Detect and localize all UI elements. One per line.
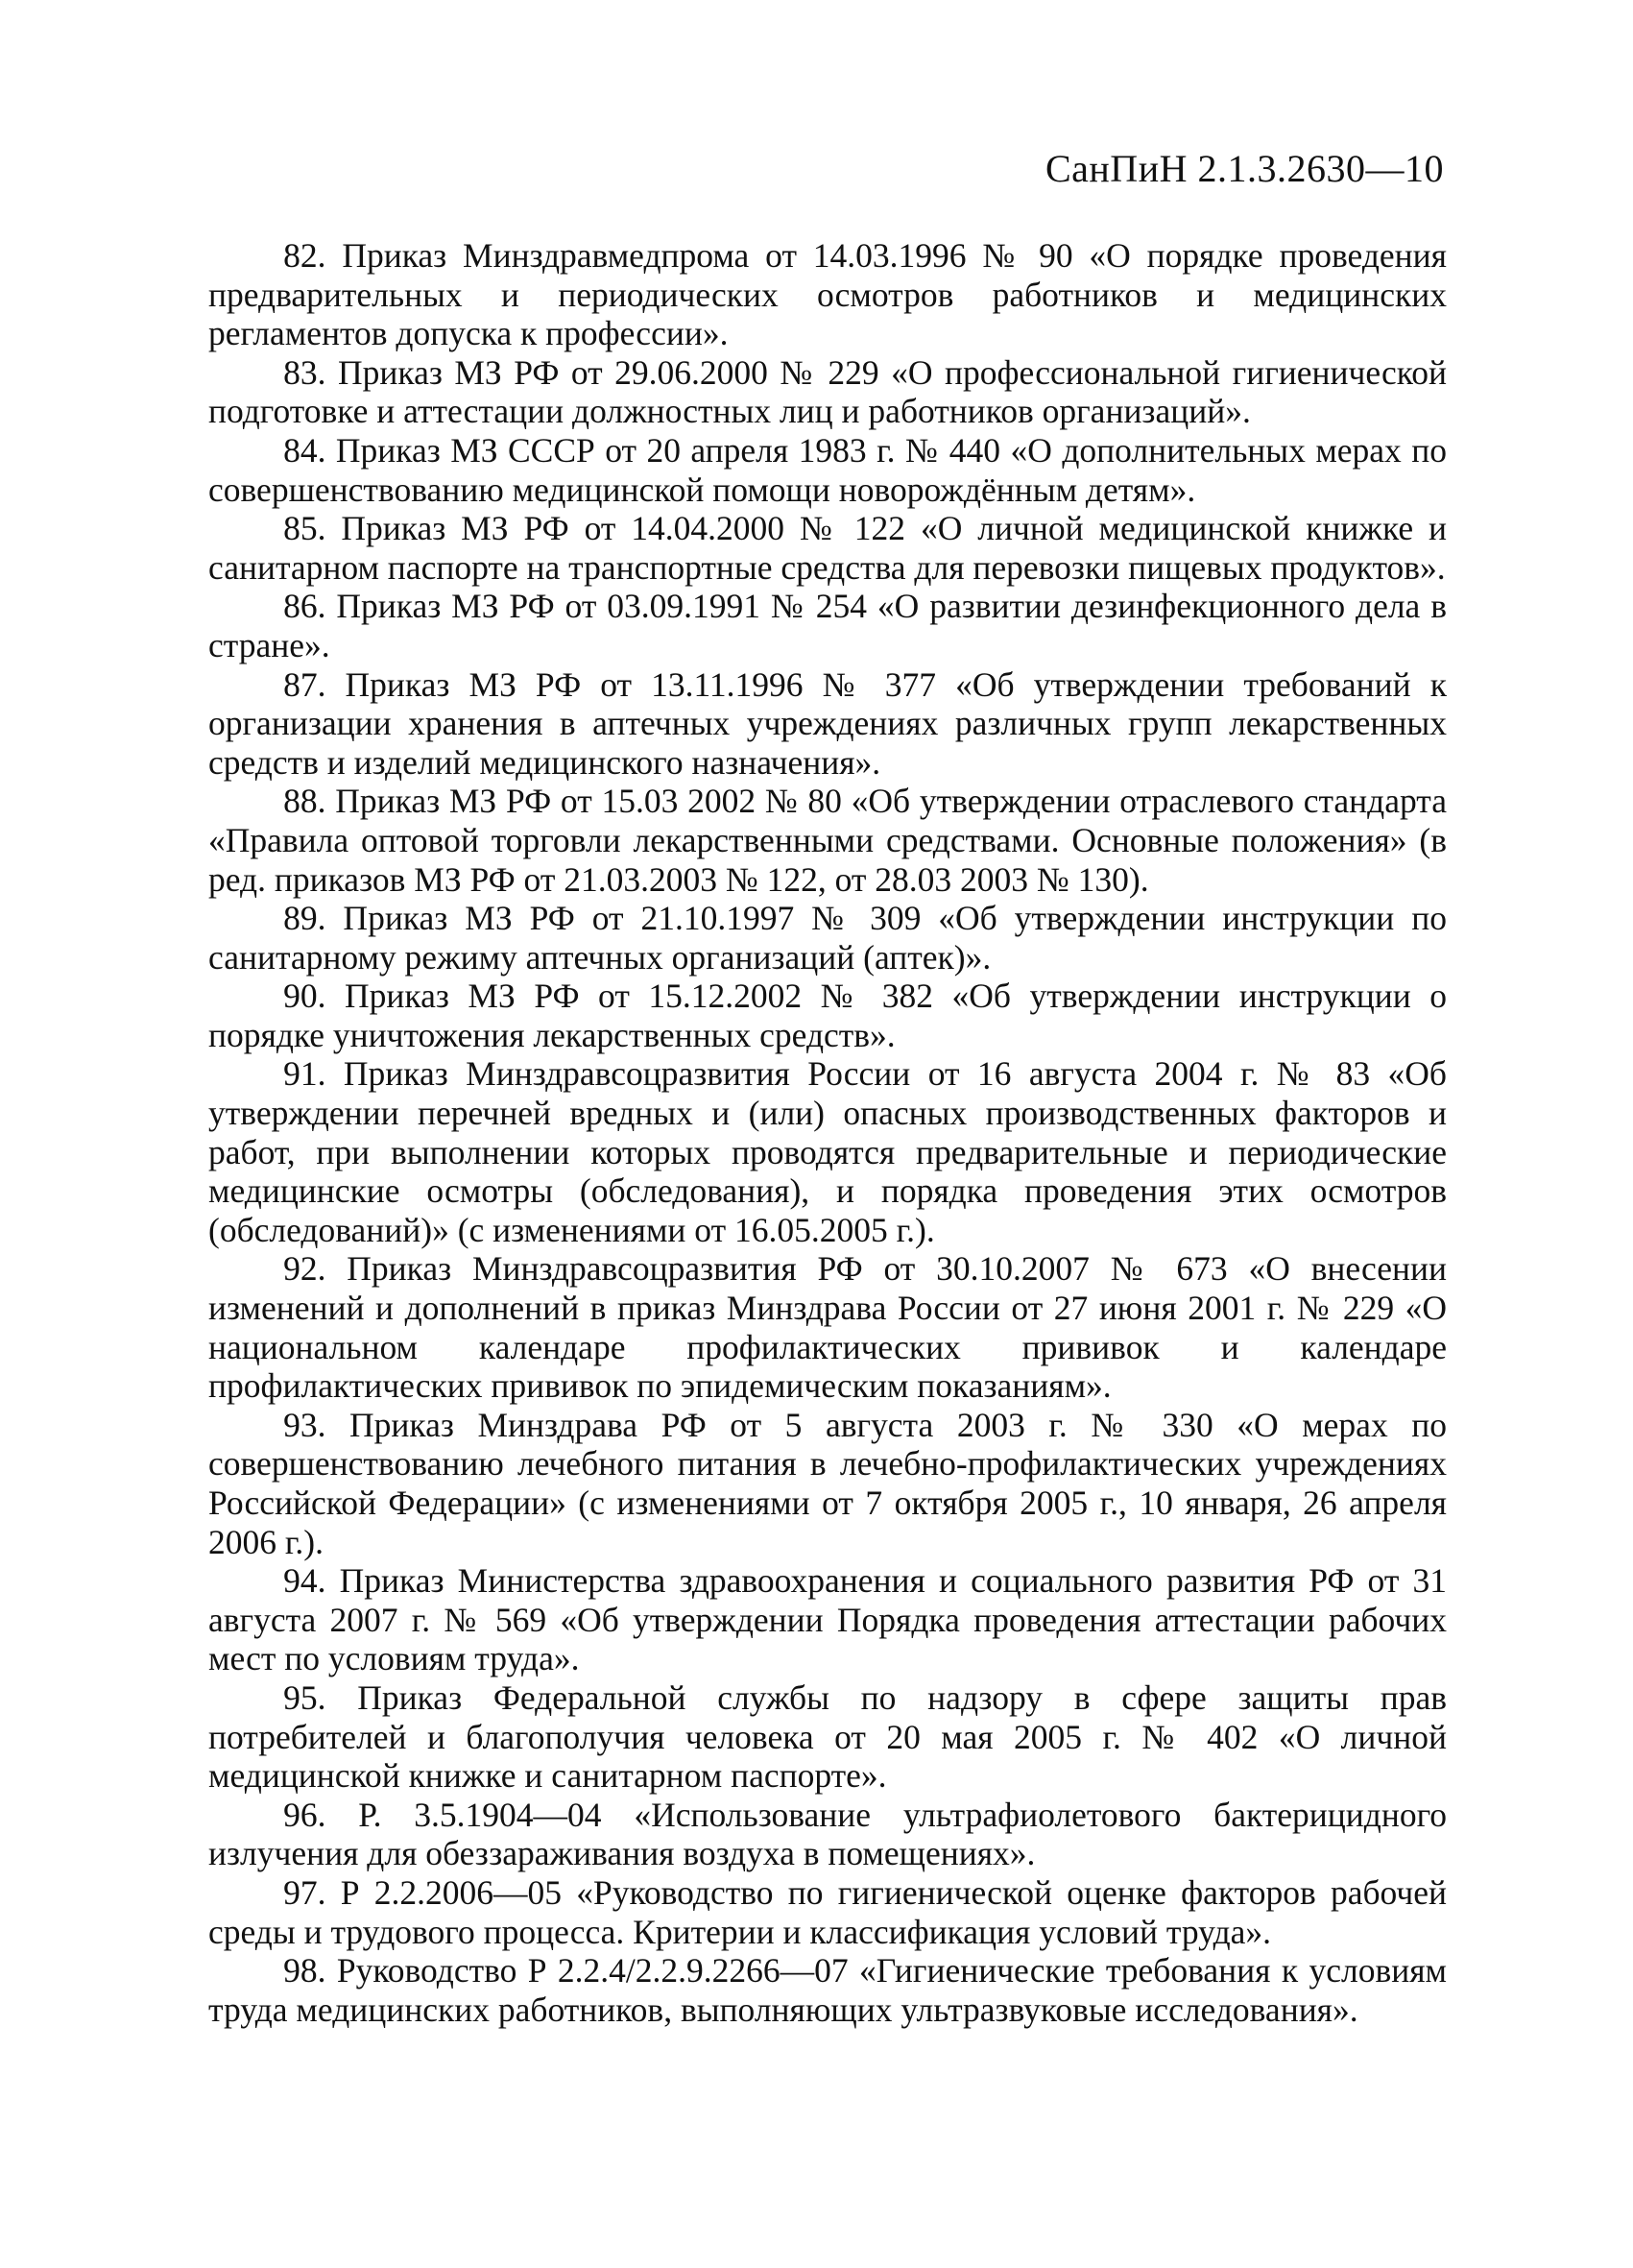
running-header: СанПиН 2.1.3.2630—10 [1045,147,1444,190]
reference-item-90: 90. Приказ МЗ РФ от 15.12.2002 № 382 «Об утверждении инструкции о порядке уничтожения лекарственных средств». [208,977,1447,1054]
reference-item-95: 95. Приказ Федеральной службы по надзору в сфере защиты прав потребителей и благополучия человека от 20 мая 2005 г. № 402 «О личной медицинской книжке и санитарном паспорте». [208,1677,1447,1796]
reference-item-87: 87. Приказ МЗ РФ от 13.11.1996 № 377 «Об утверждении требований к организации хранения в аптечных учреждениях различных групп лекарственных средств и изделий медицинского назначения». [208,664,1447,782]
reference-item-88: 88. Приказ МЗ РФ от 15.03 2002 № 80 «Об утверждении отраслевого стандарта «Правила оптовой торговли лекарственными средствами. Основные положения» (в ред. приказов МЗ РФ от 21.03.2003 № 122, от 28.03 2003 № 130). [208,782,1447,899]
reference-item-96: 96. Р. 3.5.1904—04 «Использование ультрафиолетового бактерицидного излучения для обеззараживания воздуха в помещениях». [208,1795,1447,1873]
reference-item-83: 83. Приказ МЗ РФ от 29.06.2000 № 229 «О профессиональной гигиенической подготовке и аттестации должностных лиц и работников организаций». [208,352,1447,431]
reference-item-98: 98. Руководство Р 2.2.4/2.2.9.2266—07 «Гигиенические требования к условиям труда медицинских работников, выполняющих ультразвуковые исследования». [208,1951,1447,2029]
reference-item-84: 84. Приказ МЗ СССР от 20 апреля 1983 г. № 440 «О дополнительных мерах по совершенствованию медицинской помощи новорождённым детям». [208,430,1447,509]
reference-item-93: 93. Приказ Минздрава РФ от 5 августа 2003 г. № 330 «О мерах по совершенствованию лечебного питания в лечебно-профилактических учреждениях Российской Федерации» (с изменениями от 7 октября 2005 г., 10 января, 26 апреля 2006 г.). [208,1405,1447,1561]
reference-item-89: 89. Приказ МЗ РФ от 21.10.1997 № 309 «Об утверждении инструкции по санитарному режиму аптечных организаций (аптек)». [208,899,1447,977]
reference-item-85: 85. Приказ МЗ РФ от 14.04.2000 № 122 «О личной медицинской книжке и санитарном паспорте на транспортные средства для перевозки пищевых продуктов». [208,509,1447,587]
reference-item-97: 97. Р 2.2.2006—05 «Руководство по гигиенической оценке факторов рабочей среды и трудового процесса. Критерии и классификация условий труда». [208,1872,1447,1951]
reference-item-92: 92. Приказ Минздравсоцразвития РФ от 30.10.2007 № 673 «О внесении изменений и дополнений в приказ Минздрава России от 27 июня 2001 г. № 229 «О национальном календаре профилактических прививок и календаре профилактических прививок по эпидемическим показаниям». [208,1249,1447,1406]
reference-item-91: 91. Приказ Минздравсоцразвития России от 16 августа 2004 г. № 83 «Об утверждении перечней вредных и (или) опасных производственных факторов и работ, при выполнении которых проводятся предварительные и периодические медицинские осмотры (обследования), и порядка проведения этих осмотров (обследований)» (с изменениями от 16.05.2005 г.). [208,1054,1447,1249]
reference-list [208,236,1447,2029]
reference-item-94: 94. Приказ Министерства здравоохранения и социального развития РФ от 31 августа 2007 г. № 569 «Об утверждении Порядка проведения аттестации рабочих мест по условиям труда». [208,1561,1447,1678]
reference-item-82: 82. Приказ Минздравмедпрома от 14.03.1996 № 90 «О порядке проведения предварительных и периодических осмотров работников и медицинских регламентов допуска к профессии». [208,236,1447,353]
reference-item-86: 86. Приказ МЗ РФ от 03.09.1991 № 254 «О развитии дезинфекционного дела в стране». [208,587,1447,664]
